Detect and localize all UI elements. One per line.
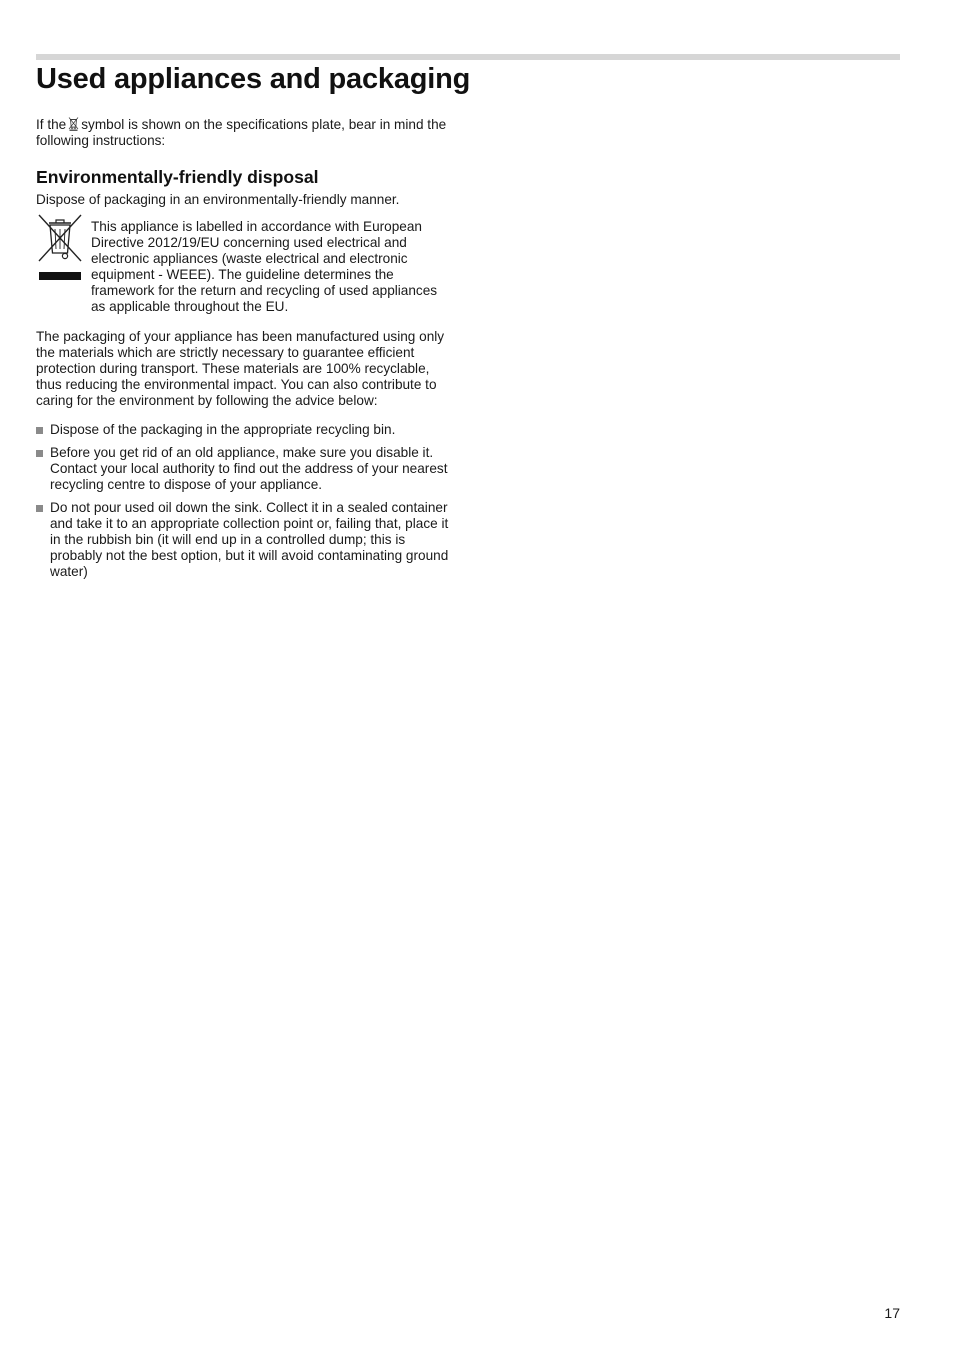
weee-block bbox=[36, 219, 454, 315]
list-item-text: Dispose of the packaging in the appropriate recycling bin. bbox=[50, 422, 396, 437]
list-item-text: Before you get rid of an old appliance, make sure you disable it. Contact your local authority to find out the address of your nearest recycling centre to dispose of your appliance. bbox=[50, 445, 448, 492]
list-item-text: Do not pour used oil down the sink. Collect it in a sealed container and take it to an appropriate collection point or, failing that, place it in the rubbish bin (it will end up in a controlled dump; this is probably not the best option, but it will avoid contaminating ground water) bbox=[50, 500, 449, 579]
intro-text-before: If the bbox=[36, 117, 67, 132]
intro-paragraph bbox=[36, 116, 454, 149]
square-bullet-icon bbox=[36, 427, 43, 434]
crossed-out-bin-icon bbox=[68, 116, 79, 131]
intro-text-after: symbol is shown on the specifications plate, bear in mind the following instructions: bbox=[36, 117, 447, 148]
list-item bbox=[36, 500, 454, 580]
section-heading: Environmentally-friendly disposal bbox=[36, 167, 319, 187]
square-bullet-icon bbox=[36, 450, 43, 457]
weee-crossed-out-bin-icon bbox=[36, 213, 84, 287]
page-title: Used appliances and packaging bbox=[36, 63, 471, 95]
page-number: 17 bbox=[884, 1305, 900, 1321]
weee-text: This appliance is labelled in accordance with European Directive 2012/19/EU concerning used electrical and electronic appliances (waste electrical and electronic equipment - WEEE). The guideline determines the framework for the return and recycling of used appliances as applicable throughout the EU. bbox=[91, 219, 438, 314]
square-bullet-icon bbox=[36, 505, 43, 512]
list-item bbox=[36, 422, 454, 438]
dispose-line: Dispose of packaging in an environmentally-friendly manner. bbox=[36, 192, 400, 207]
advice-list bbox=[36, 422, 454, 580]
content-column bbox=[36, 116, 454, 587]
packaging-paragraph: The packaging of your appliance has been manufactured using only the materials which are strictly necessary to guarantee efficient protection during transport. These materials are 100% recyclable, thus reducing the environmental impact. You can also contribute to caring for the environment by following the advice below: bbox=[36, 329, 445, 408]
list-item bbox=[36, 445, 454, 493]
